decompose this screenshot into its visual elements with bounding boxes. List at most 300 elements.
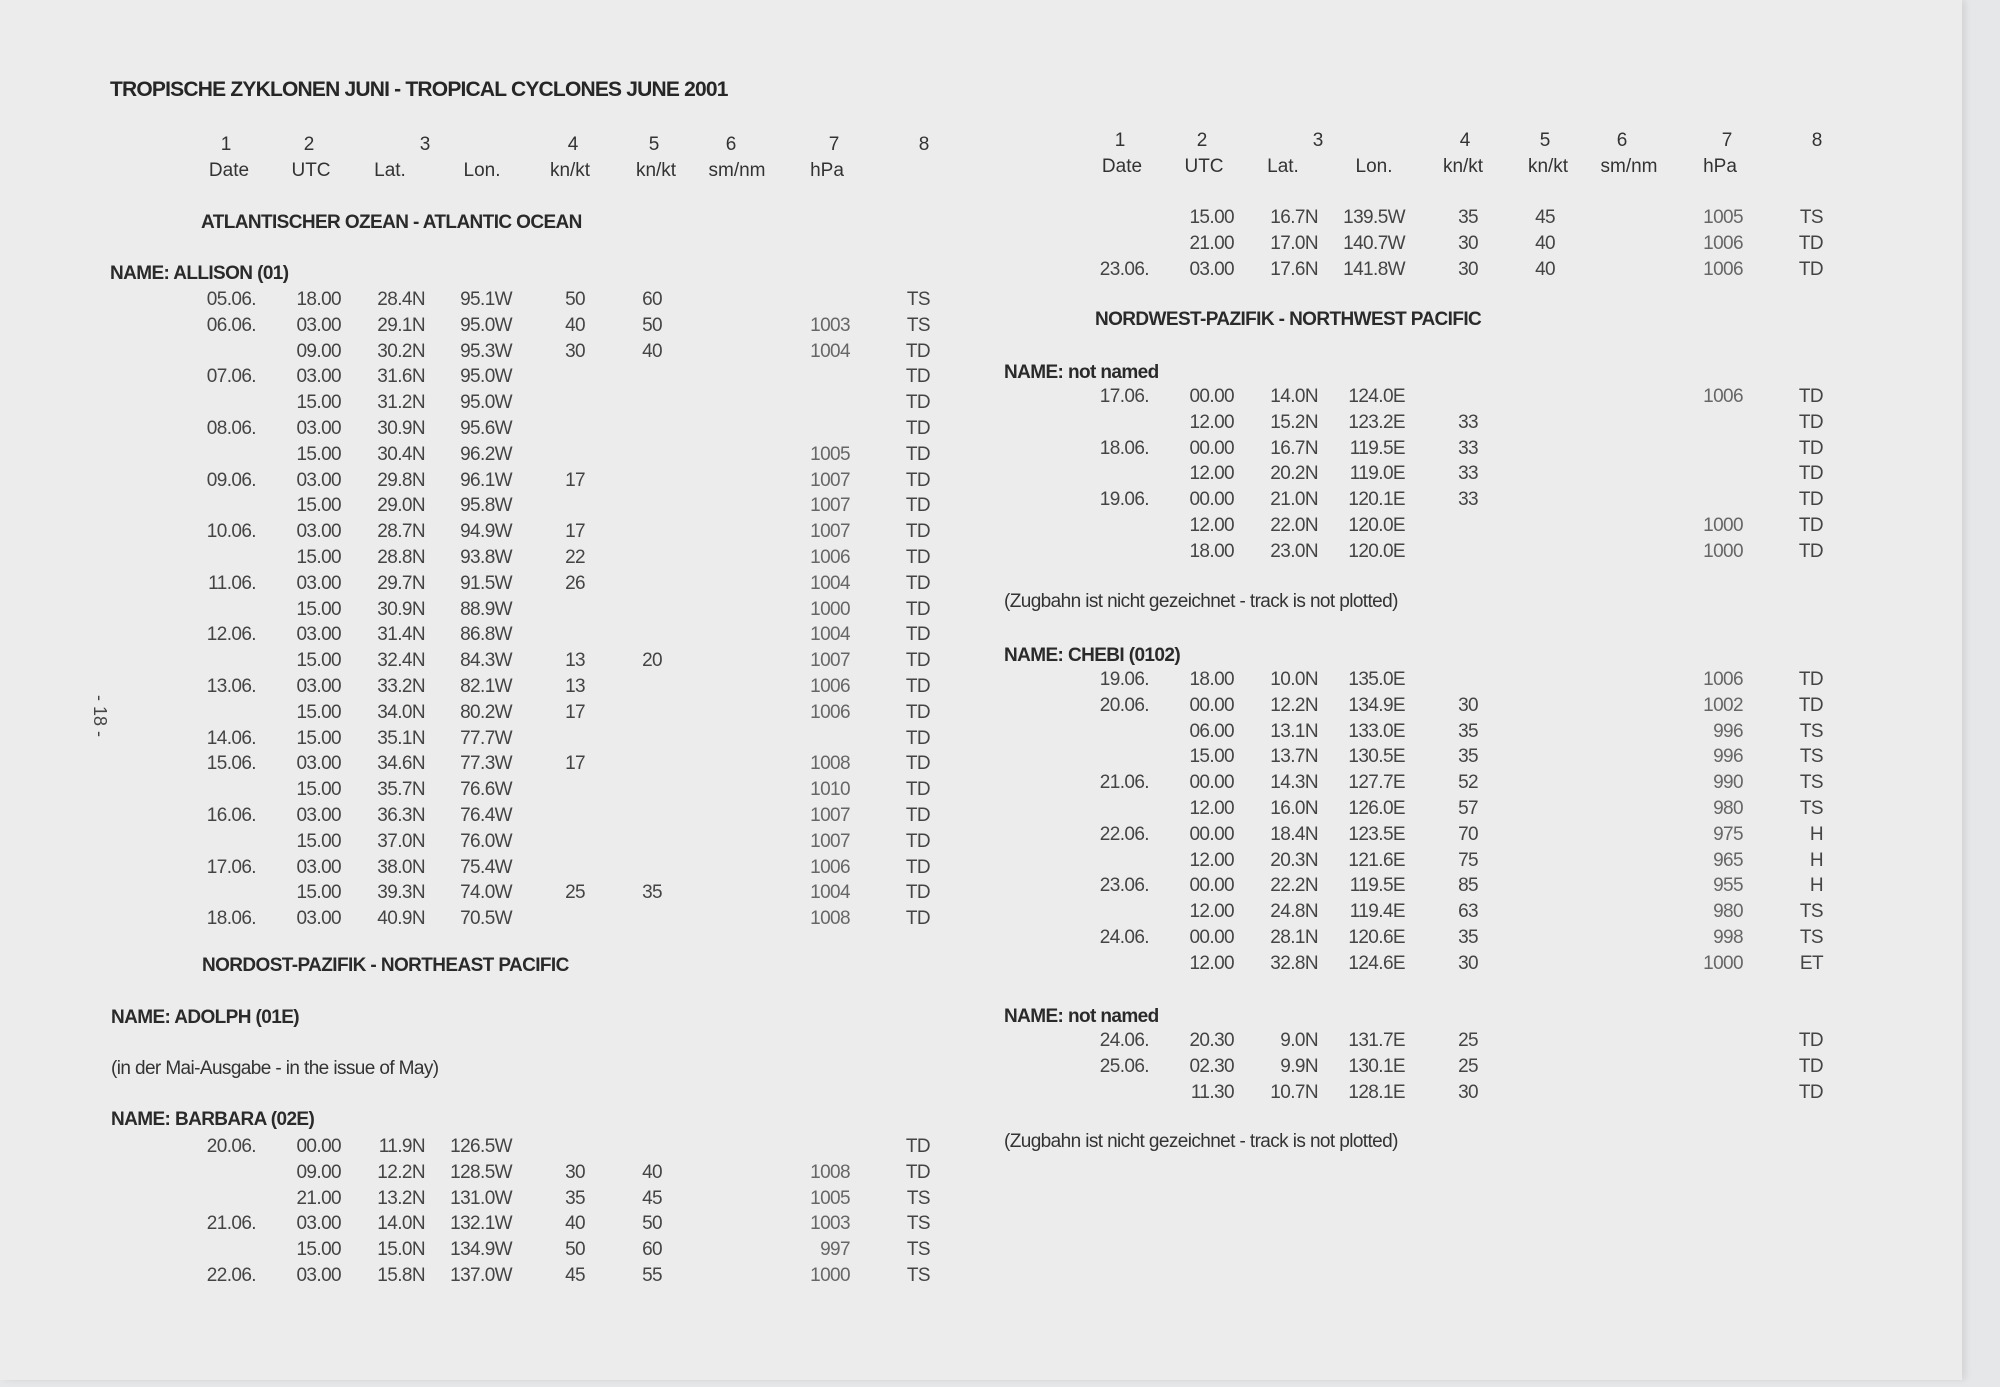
cell-pressure: 965 xyxy=(1713,849,1743,871)
cell-speed1: 75 xyxy=(1458,849,1478,871)
cell-pressure: 1003 xyxy=(810,314,850,336)
cell-pressure: 1004 xyxy=(810,572,850,594)
cell-utc: 12.00 xyxy=(1189,411,1234,433)
col-label-pressure: hPa xyxy=(810,160,844,181)
cell-utc: 03.00 xyxy=(296,418,341,439)
cell-classification: TD xyxy=(905,366,930,388)
cell-classification: TS xyxy=(1799,772,1823,794)
cell-speed1: 57 xyxy=(1458,798,1478,819)
cell-date: 10.06. xyxy=(206,521,256,543)
cell-utc: 06.00 xyxy=(1189,720,1234,742)
col-num-8: 8 xyxy=(1811,130,1823,151)
cell-speed1: 30 xyxy=(565,340,585,362)
cell-classification: TS xyxy=(906,1213,930,1235)
cell-lon: 95.3W xyxy=(460,340,512,362)
cell-speed2: 45 xyxy=(1535,207,1555,228)
cell-lat: 11.9N xyxy=(378,1136,425,1157)
cell-lon: 76.4W xyxy=(460,805,512,826)
cell-lat: 32.4N xyxy=(377,650,425,672)
cell-date: 07.06. xyxy=(206,366,256,388)
cell-lon: 124.0E xyxy=(1348,386,1405,407)
cell-lon: 120.0E xyxy=(1348,540,1405,562)
cell-date: 24.06. xyxy=(1099,1030,1149,1051)
cell-lon: 127.7E xyxy=(1348,772,1405,794)
cell-lat: 28.1N xyxy=(1270,927,1318,948)
cell-lon: 119.0E xyxy=(1349,463,1405,485)
cell-lon: 74.0W xyxy=(460,882,512,904)
cell-lat: 23.0N xyxy=(1270,540,1318,562)
cell-lon: 77.3W xyxy=(460,753,512,775)
cell-date: 19.06. xyxy=(1099,669,1149,690)
cell-classification: TD xyxy=(905,495,930,517)
cell-speed1: 70 xyxy=(1458,823,1478,845)
cell-lon: 94.9W xyxy=(460,521,512,543)
cell-date: 23.06. xyxy=(1099,258,1149,280)
storm-name-chebi: NAME: CHEBI (0102) xyxy=(1004,645,1181,666)
cell-classification: TD xyxy=(1798,1081,1823,1103)
cell-classification: TD xyxy=(905,624,930,646)
cell-utc: 00.00 xyxy=(1189,437,1234,459)
cell-speed1: 40 xyxy=(565,314,585,336)
cell-utc: 03.00 xyxy=(296,908,341,930)
cell-speed1: 50 xyxy=(565,1239,585,1261)
cell-pressure: 996 xyxy=(1713,746,1743,768)
cell-utc: 00.00 xyxy=(1189,823,1234,845)
cell-utc: 12.00 xyxy=(1189,952,1234,974)
cell-speed2: 20 xyxy=(642,650,662,672)
col-label-lon: Lon. xyxy=(463,160,501,181)
cell-classification: TD xyxy=(1798,489,1823,511)
col-num-5: 5 xyxy=(648,134,660,155)
cell-utc: 09.00 xyxy=(296,340,341,362)
cell-utc: 15.00 xyxy=(296,547,341,568)
cell-utc: 18.00 xyxy=(1189,540,1234,562)
cell-pressure: 1004 xyxy=(810,340,850,362)
col-label-speed1: kn/kt xyxy=(1442,156,1484,177)
cell-speed1: 35 xyxy=(1458,746,1478,768)
cell-date: 12.06. xyxy=(206,624,256,646)
cell-lat: 31.2N xyxy=(377,392,425,414)
cell-utc: 21.00 xyxy=(1189,232,1234,254)
col-label-lat: Lat. xyxy=(374,160,406,181)
cell-lon: 128.1E xyxy=(1348,1081,1405,1103)
cell-lat: 21.0N xyxy=(1270,489,1318,511)
cell-date: 17.06. xyxy=(206,856,256,878)
cell-lat: 14.0N xyxy=(377,1213,425,1235)
cell-speed2: 50 xyxy=(642,1213,662,1235)
cell-date: 13.06. xyxy=(206,676,256,697)
cell-lon: 86.8W xyxy=(460,624,512,646)
cell-lat: 28.7N xyxy=(377,521,425,543)
cell-pressure: 1007 xyxy=(810,521,850,543)
cell-speed1: 52 xyxy=(1458,772,1478,794)
cell-speed1: 33 xyxy=(1458,463,1478,485)
cell-date: 20.06. xyxy=(1099,694,1149,716)
cell-utc: 15.00 xyxy=(296,882,341,904)
cell-speed1: 33 xyxy=(1458,437,1478,459)
cell-speed1: 30 xyxy=(1458,694,1478,716)
cell-date: 08.06. xyxy=(206,418,256,439)
cell-pressure: 1004 xyxy=(810,882,850,904)
col-label-distance: sm/nm xyxy=(1600,156,1658,177)
cell-speed2: 40 xyxy=(1535,258,1555,280)
cell-lon: 134.9W xyxy=(450,1239,512,1261)
cell-utc: 18.00 xyxy=(296,289,341,310)
cell-speed1: 50 xyxy=(565,289,585,310)
cell-date: 18.06. xyxy=(206,908,256,930)
cell-lat: 34.6N xyxy=(377,753,425,775)
cell-utc: 00.00 xyxy=(296,1136,341,1157)
cell-speed1: 35 xyxy=(1458,720,1478,742)
page-title: TROPISCHE ZYKLONEN JUNI - TROPICAL CYCLONES JUNE 2001 xyxy=(110,78,728,101)
cell-lon: 123.2E xyxy=(1348,411,1405,433)
cell-lat: 24.8N xyxy=(1270,901,1318,923)
col-label-lat: Lat. xyxy=(1267,156,1299,177)
cell-utc: 03.00 xyxy=(296,1265,341,1286)
cell-lon: 135.0E xyxy=(1348,669,1405,690)
cell-lon: 75.4W xyxy=(460,856,512,878)
col-num-5: 5 xyxy=(1539,130,1551,151)
cell-speed2: 40 xyxy=(642,1161,662,1183)
cell-date: 15.06. xyxy=(206,753,256,775)
col-num-1: 1 xyxy=(1114,130,1126,151)
cell-speed1: 45 xyxy=(565,1265,585,1286)
cell-date: 25.06. xyxy=(1099,1055,1149,1077)
cell-utc: 15.00 xyxy=(296,598,341,620)
cell-pressure: 998 xyxy=(1713,927,1743,948)
cell-classification: TD xyxy=(1798,411,1823,433)
col-num-3: 3 xyxy=(419,134,431,155)
cell-lat: 37.0N xyxy=(377,830,425,852)
cell-date: 20.06. xyxy=(206,1136,256,1157)
cell-pressure: 1000 xyxy=(1703,540,1743,562)
col-label-utc: UTC xyxy=(1184,156,1224,177)
cell-lon: 119.4E xyxy=(1349,901,1405,923)
cell-speed1: 30 xyxy=(1458,258,1478,280)
cell-lat: 33.2N xyxy=(377,676,425,697)
cell-lon: 120.0E xyxy=(1348,515,1405,536)
not-named-2-note: (Zugbahn ist nicht gezeichnet - track is not plotted) xyxy=(1004,1131,1398,1152)
cell-classification: TD xyxy=(905,418,930,439)
cell-speed1: 17 xyxy=(565,521,585,543)
cell-lat: 30.9N xyxy=(377,598,425,620)
cell-lon: 70.5W xyxy=(460,908,512,930)
cell-lat: 29.7N xyxy=(377,572,425,594)
cell-lon: 95.0W xyxy=(460,366,512,388)
cell-date: 16.06. xyxy=(206,805,256,826)
cell-utc: 03.00 xyxy=(296,805,341,826)
cell-pressure: 1008 xyxy=(810,753,850,775)
cell-pressure: 990 xyxy=(1713,772,1743,794)
cell-speed2: 40 xyxy=(642,340,662,362)
cell-lon: 141.8W xyxy=(1343,258,1405,280)
col-num-4: 4 xyxy=(1459,130,1471,151)
cell-lon: 131.0W xyxy=(450,1187,512,1209)
cell-classification: TD xyxy=(905,598,930,620)
col-num-6: 6 xyxy=(725,134,737,155)
cell-utc: 12.00 xyxy=(1189,463,1234,485)
cell-pressure: 1006 xyxy=(810,547,850,568)
cell-lat: 14.3N xyxy=(1270,772,1318,794)
cell-pressure: 975 xyxy=(1713,823,1743,845)
cell-lon: 120.6E xyxy=(1348,927,1405,948)
cell-date: 11.06. xyxy=(208,572,256,594)
cell-lon: 140.7W xyxy=(1343,232,1405,254)
cell-utc: 12.00 xyxy=(1189,901,1234,923)
cell-lon: 91.5W xyxy=(460,572,512,594)
cell-lat: 9.0N xyxy=(1280,1030,1318,1051)
cell-utc: 20.30 xyxy=(1189,1030,1234,1051)
cell-utc: 15.00 xyxy=(296,727,341,749)
cell-pressure: 1006 xyxy=(810,856,850,878)
cell-lon: 139.5W xyxy=(1343,207,1405,228)
cell-lat: 15.0N xyxy=(377,1239,425,1261)
cell-lon: 123.5E xyxy=(1348,823,1405,845)
col-label-speed2: kn/kt xyxy=(635,160,677,181)
storm-name-not-named-1: NAME: not named xyxy=(1004,362,1159,383)
cell-lat: 10.0N xyxy=(1270,669,1318,690)
cell-classification: TD xyxy=(1798,515,1823,536)
cell-lat: 13.2N xyxy=(377,1187,425,1209)
col-label-distance: sm/nm xyxy=(708,160,766,181)
cell-utc: 00.00 xyxy=(1189,694,1234,716)
cell-speed1: 30 xyxy=(1458,232,1478,254)
cell-speed1: 17 xyxy=(565,469,585,491)
cell-utc: 15.00 xyxy=(1189,746,1234,768)
cell-date: 21.06. xyxy=(206,1213,256,1235)
cell-lon: 132.1W xyxy=(450,1213,512,1235)
cell-lat: 22.2N xyxy=(1270,875,1318,897)
cell-pressure: 1006 xyxy=(810,676,850,697)
col-num-1: 1 xyxy=(220,134,232,155)
cell-classification: TD xyxy=(905,572,930,594)
cell-lat: 35.7N xyxy=(377,779,425,801)
cell-lat: 18.4N xyxy=(1270,823,1318,845)
cell-lat: 40.9N xyxy=(377,908,425,930)
col-num-4: 4 xyxy=(567,134,579,155)
cell-speed1: 13 xyxy=(565,650,585,672)
cell-speed2: 55 xyxy=(642,1265,662,1286)
cell-lat: 16.0N xyxy=(1270,798,1318,819)
cell-pressure: 1003 xyxy=(810,1213,850,1235)
cell-date: 24.06. xyxy=(1099,927,1149,948)
cell-utc: 03.00 xyxy=(296,366,341,388)
cell-utc: 03.00 xyxy=(296,1213,341,1235)
cell-classification: TD xyxy=(1798,463,1823,485)
cell-classification: TS xyxy=(1799,798,1823,819)
cell-utc: 15.00 xyxy=(296,779,341,801)
cell-pressure: 980 xyxy=(1713,798,1743,819)
cell-classification: TD xyxy=(905,392,930,414)
cell-classification: TD xyxy=(905,521,930,543)
cell-lon: 95.6W xyxy=(460,418,512,439)
cell-speed2: 40 xyxy=(1535,232,1555,254)
cell-lon: 130.1E xyxy=(1348,1055,1405,1077)
cell-speed1: 22 xyxy=(565,547,585,568)
cell-speed1: 35 xyxy=(1458,207,1478,228)
section-heading-atlantic: ATLANTISCHER OZEAN - ATLANTIC OCEAN xyxy=(201,212,582,233)
cell-date: 23.06. xyxy=(1099,875,1149,897)
cell-classification: TD xyxy=(905,676,930,697)
cell-speed1: 40 xyxy=(565,1213,585,1235)
cell-classification: TD xyxy=(905,830,930,852)
cell-lat: 17.0N xyxy=(1270,232,1318,254)
cell-pressure: 1002 xyxy=(1703,694,1743,716)
cell-utc: 03.00 xyxy=(296,624,341,646)
cell-lat: 35.1N xyxy=(377,727,425,749)
cell-date: 17.06. xyxy=(1099,386,1149,407)
cell-speed2: 60 xyxy=(642,289,662,310)
cell-pressure: 997 xyxy=(820,1239,850,1261)
cell-utc: 00.00 xyxy=(1189,772,1234,794)
cell-speed1: 63 xyxy=(1458,901,1478,923)
cell-date: 22.06. xyxy=(1099,823,1149,845)
cell-utc: 15.00 xyxy=(296,1239,341,1261)
cell-lat: 28.8N xyxy=(377,547,425,568)
cell-pressure: 1006 xyxy=(810,701,850,723)
cell-lat: 13.7N xyxy=(1270,746,1318,768)
col-num-3: 3 xyxy=(1312,130,1324,151)
cell-classification: TD xyxy=(1798,258,1823,280)
cell-speed2: 60 xyxy=(642,1239,662,1261)
storm-name-barbara: NAME: BARBARA (02E) xyxy=(111,1109,315,1130)
cell-pressure: 1008 xyxy=(810,908,850,930)
cell-pressure: 1000 xyxy=(810,1265,850,1286)
cell-speed1: 26 xyxy=(565,572,585,594)
cell-pressure: 1007 xyxy=(810,650,850,672)
cell-utc: 03.00 xyxy=(296,676,341,697)
cell-utc: 00.00 xyxy=(1189,927,1234,948)
cell-utc: 15.00 xyxy=(296,830,341,852)
cell-utc: 15.00 xyxy=(296,495,341,517)
col-num-6: 6 xyxy=(1616,130,1628,151)
cell-classification: TD xyxy=(905,908,930,930)
cell-date: 09.06. xyxy=(206,469,256,491)
cell-pressure: 1007 xyxy=(810,495,850,517)
cell-utc: 15.00 xyxy=(1189,207,1234,228)
cell-lat: 13.1N xyxy=(1270,720,1318,742)
cell-utc: 15.00 xyxy=(296,392,341,414)
cell-classification: H xyxy=(1809,849,1823,871)
cell-speed1: 25 xyxy=(1458,1055,1478,1077)
cell-classification: TS xyxy=(906,1187,930,1209)
cell-lat: 12.2N xyxy=(377,1161,425,1183)
cell-date: 21.06. xyxy=(1099,772,1149,794)
cell-speed1: 17 xyxy=(565,701,585,723)
cell-pressure: 1000 xyxy=(1703,952,1743,974)
cell-classification: TD xyxy=(1798,540,1823,562)
cell-speed1: 17 xyxy=(565,753,585,775)
cell-utc: 03.00 xyxy=(296,469,341,491)
cell-speed2: 35 xyxy=(642,882,662,904)
col-label-utc: UTC xyxy=(291,160,331,181)
cell-speed1: 33 xyxy=(1458,411,1478,433)
cell-classification: ET xyxy=(1799,952,1823,974)
cell-utc: 21.00 xyxy=(296,1187,341,1209)
cell-classification: TD xyxy=(905,1161,930,1183)
cell-lon: 126.5W xyxy=(450,1136,512,1157)
cell-speed1: 85 xyxy=(1458,875,1478,897)
cell-date: 18.06. xyxy=(1099,437,1149,459)
cell-pressure: 1007 xyxy=(810,805,850,826)
cell-utc: 15.00 xyxy=(296,650,341,672)
cell-lon: 95.0W xyxy=(460,392,512,414)
cell-lon: 121.6E xyxy=(1348,849,1405,871)
cell-utc: 00.00 xyxy=(1189,489,1234,511)
cell-speed1: 25 xyxy=(565,882,585,904)
col-label-speed2: kn/kt xyxy=(1527,156,1569,177)
cell-lat: 31.4N xyxy=(377,624,425,646)
not-named-1-note: (Zugbahn ist nicht gezeichnet - track is not plotted) xyxy=(1004,591,1398,612)
cell-utc: 02.30 xyxy=(1189,1055,1234,1077)
cell-lon: 76.6W xyxy=(460,779,512,801)
cell-classification: TD xyxy=(905,805,930,826)
cell-utc: 03.00 xyxy=(1189,258,1234,280)
cell-lon: 82.1W xyxy=(460,676,512,697)
cell-pressure: 1005 xyxy=(810,1187,850,1209)
cell-classification: TD xyxy=(905,650,930,672)
cell-lat: 15.2N xyxy=(1270,411,1318,433)
cell-lat: 14.0N xyxy=(1270,386,1318,407)
col-label-date: Date xyxy=(208,160,250,181)
cell-pressure: 1007 xyxy=(810,469,850,491)
cell-lat: 15.8N xyxy=(377,1265,425,1286)
cell-classification: TS xyxy=(906,314,930,336)
cell-classification: TS xyxy=(906,289,930,310)
cell-date: 22.06. xyxy=(206,1265,256,1286)
col-label-speed1: kn/kt xyxy=(549,160,591,181)
cell-lat: 16.7N xyxy=(1270,207,1318,228)
cell-classification: TS xyxy=(1799,207,1823,228)
cell-date: 06.06. xyxy=(206,314,256,336)
cell-lat: 38.0N xyxy=(377,856,425,878)
cell-lon: 124.6E xyxy=(1348,952,1405,974)
cell-utc: 18.00 xyxy=(1189,669,1234,690)
cell-lon: 120.1E xyxy=(1348,489,1405,511)
cell-utc: 15.00 xyxy=(296,701,341,723)
cell-pressure: 955 xyxy=(1713,875,1743,897)
cell-lat: 39.3N xyxy=(377,882,425,904)
section-heading-northwest-pacific: NORDWEST-PAZIFIK - NORTHWEST PACIFIC xyxy=(1095,309,1482,330)
col-label-pressure: hPa xyxy=(1703,156,1737,177)
col-num-8: 8 xyxy=(918,134,930,155)
cell-utc: 15.00 xyxy=(296,443,341,465)
cell-speed1: 35 xyxy=(1458,927,1478,948)
cell-classification: TD xyxy=(1798,1055,1823,1077)
cell-speed1: 33 xyxy=(1458,489,1478,511)
cell-lat: 30.4N xyxy=(377,443,425,465)
cell-speed2: 45 xyxy=(642,1187,662,1209)
cell-classification: TS xyxy=(1799,720,1823,742)
cell-pressure: 1006 xyxy=(1703,258,1743,280)
cell-lon: 93.8W xyxy=(460,547,512,568)
cell-classification: TS xyxy=(1799,927,1823,948)
cell-classification: TD xyxy=(905,856,930,878)
cell-utc: 03.00 xyxy=(296,521,341,543)
cell-pressure: 1008 xyxy=(810,1161,850,1183)
storm-name-allison: NAME: ALLISON (01) xyxy=(110,263,289,284)
cell-lon: 88.9W xyxy=(460,598,512,620)
cell-lat: 20.3N xyxy=(1270,849,1318,871)
cell-date: 05.06. xyxy=(206,289,256,310)
cell-lon: 134.9E xyxy=(1348,694,1405,716)
cell-pressure: 1000 xyxy=(810,598,850,620)
col-num-7: 7 xyxy=(1721,130,1733,151)
cell-classification: TD xyxy=(1798,437,1823,459)
cell-pressure: 1006 xyxy=(1703,669,1743,690)
cell-speed1: 30 xyxy=(1458,952,1478,974)
cell-utc: 00.00 xyxy=(1189,875,1234,897)
